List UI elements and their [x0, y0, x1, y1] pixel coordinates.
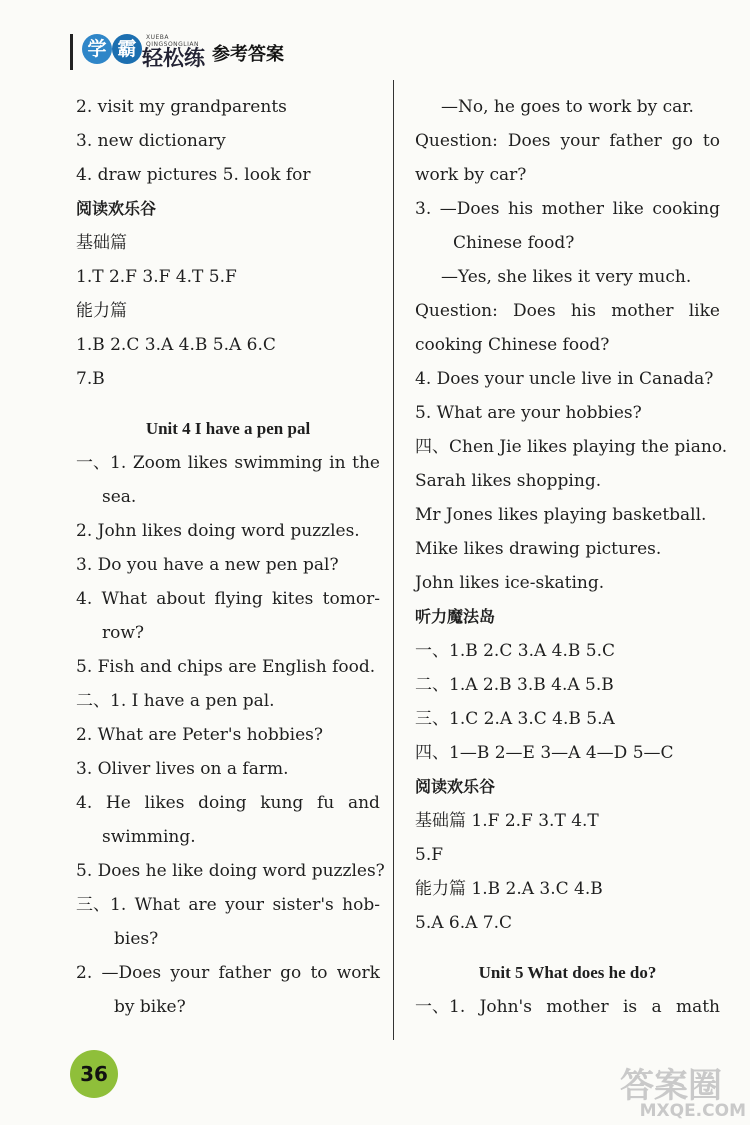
- spacer: [415, 940, 720, 956]
- logo-char-1: 学: [82, 34, 112, 64]
- watermark-logo: [620, 1058, 750, 1125]
- answer-line: Question: Does his mother like: [415, 301, 720, 321]
- series-logo: [82, 30, 212, 72]
- answer-line: 三、1. What are your sister's hob-: [76, 895, 380, 915]
- answer-line: 2. John likes doing word puzzles.: [76, 521, 360, 541]
- answer-line: 1.B 2.C 3.A 4.B 5.A 6.C: [76, 335, 276, 355]
- section-heading: 阅读欢乐谷: [415, 777, 496, 796]
- section-heading: 阅读欢乐谷: [76, 199, 157, 218]
- answer-line: work by car?: [415, 165, 527, 185]
- answer-line: 5. Does he like doing word puzzles?: [76, 861, 385, 881]
- answer-line: 5.F: [415, 845, 444, 865]
- answer-line: 一、1. John's mother is a math: [415, 997, 720, 1017]
- logo-pinyin: XUEBA QINGSONGLIAN: [146, 34, 200, 48]
- answer-line: 二、1. I have a pen pal.: [76, 691, 275, 711]
- answer-line: 2. —Does your father go to work: [76, 963, 380, 983]
- answer-line: Question: Does your father go to: [415, 131, 720, 151]
- watermark-url: MXQE.COM: [639, 1101, 746, 1121]
- answer-line: 5. What are your hobbies?: [415, 403, 642, 423]
- answer-line: row?: [102, 623, 145, 643]
- answer-line: 1.T 2.F 3.F 4.T 5.F: [76, 267, 237, 287]
- answer-line: —No, he goes to work by car.: [441, 97, 694, 117]
- page-number: 36: [70, 1050, 118, 1098]
- answer-line: 能力篇: [76, 301, 127, 321]
- answer-line: 2. What are Peter's hobbies?: [76, 725, 323, 745]
- answer-line: bies?: [114, 929, 159, 949]
- answer-line: Mr Jones likes playing basketball.: [415, 505, 707, 525]
- unit-title: Unit 4 I have a pen pal: [145, 419, 311, 438]
- unit-title: Unit 5 What does he do?: [478, 963, 657, 982]
- section-heading: 听力魔法岛: [415, 607, 496, 626]
- answer-line: 3. new dictionary: [76, 131, 226, 151]
- spacer: [76, 396, 380, 412]
- answer-line: 基础篇 1.F 2.F 3.T 4.T: [415, 811, 599, 831]
- header-rule: [70, 34, 73, 70]
- answer-line: Chinese food?: [453, 233, 575, 253]
- answer-line: 4. What about flying kites tomor-: [76, 589, 380, 609]
- answer-line: 基础篇: [76, 233, 127, 253]
- right-column: [415, 90, 728, 1024]
- answer-line: 3. —Does his mother like cooking: [415, 199, 720, 219]
- answer-line: 一、1. Zoom likes swimming in the: [76, 453, 380, 473]
- answer-line: 4. He likes doing kung fu and: [76, 793, 380, 813]
- answer-line: 2. visit my grandparents: [76, 97, 287, 117]
- answer-line: —Yes, she likes it very much.: [441, 267, 692, 287]
- logo-text: 轻松练: [142, 46, 205, 70]
- answer-line: 5.A 6.A 7.C: [415, 913, 513, 933]
- answer-line: 四、Chen Jie likes playing the piano.: [415, 437, 728, 457]
- left-column: [76, 90, 385, 1024]
- answer-line: Mike likes drawing pictures.: [415, 539, 662, 559]
- answer-line: 5. Fish and chips are English food.: [76, 657, 376, 677]
- answer-line: 一、1.B 2.C 3.A 4.B 5.C: [415, 641, 615, 661]
- answer-line: John likes ice-skating.: [415, 573, 605, 593]
- answer-line: sea.: [102, 487, 137, 507]
- answer-line: 四、1—B 2—E 3—A 4—D 5—C: [415, 743, 674, 763]
- answer-line: 4. Does your uncle live in Canada?: [415, 369, 714, 389]
- watermark-text: 答案圈: [620, 1066, 722, 1106]
- answer-line: 3. Oliver lives on a farm.: [76, 759, 289, 779]
- answer-line: Sarah likes shopping.: [415, 471, 602, 491]
- answer-line: cooking Chinese food?: [415, 335, 610, 355]
- page-title: 参考答案: [212, 44, 284, 65]
- answer-line: swimming.: [102, 827, 196, 847]
- answer-line: 三、1.C 2.A 3.C 4.B 5.A: [415, 709, 615, 729]
- answer-line: 3. Do you have a new pen pal?: [76, 555, 339, 575]
- logo-char-2: 霸: [112, 34, 142, 64]
- answer-line: 二、1.A 2.B 3.B 4.A 5.B: [415, 675, 614, 695]
- answer-line: by bike?: [114, 997, 186, 1017]
- answer-line: 4. draw pictures 5. look for: [76, 165, 311, 185]
- column-divider: [393, 80, 394, 1040]
- answer-line: 7.B: [76, 369, 105, 389]
- answer-line: 能力篇 1.B 2.A 3.C 4.B: [415, 879, 603, 899]
